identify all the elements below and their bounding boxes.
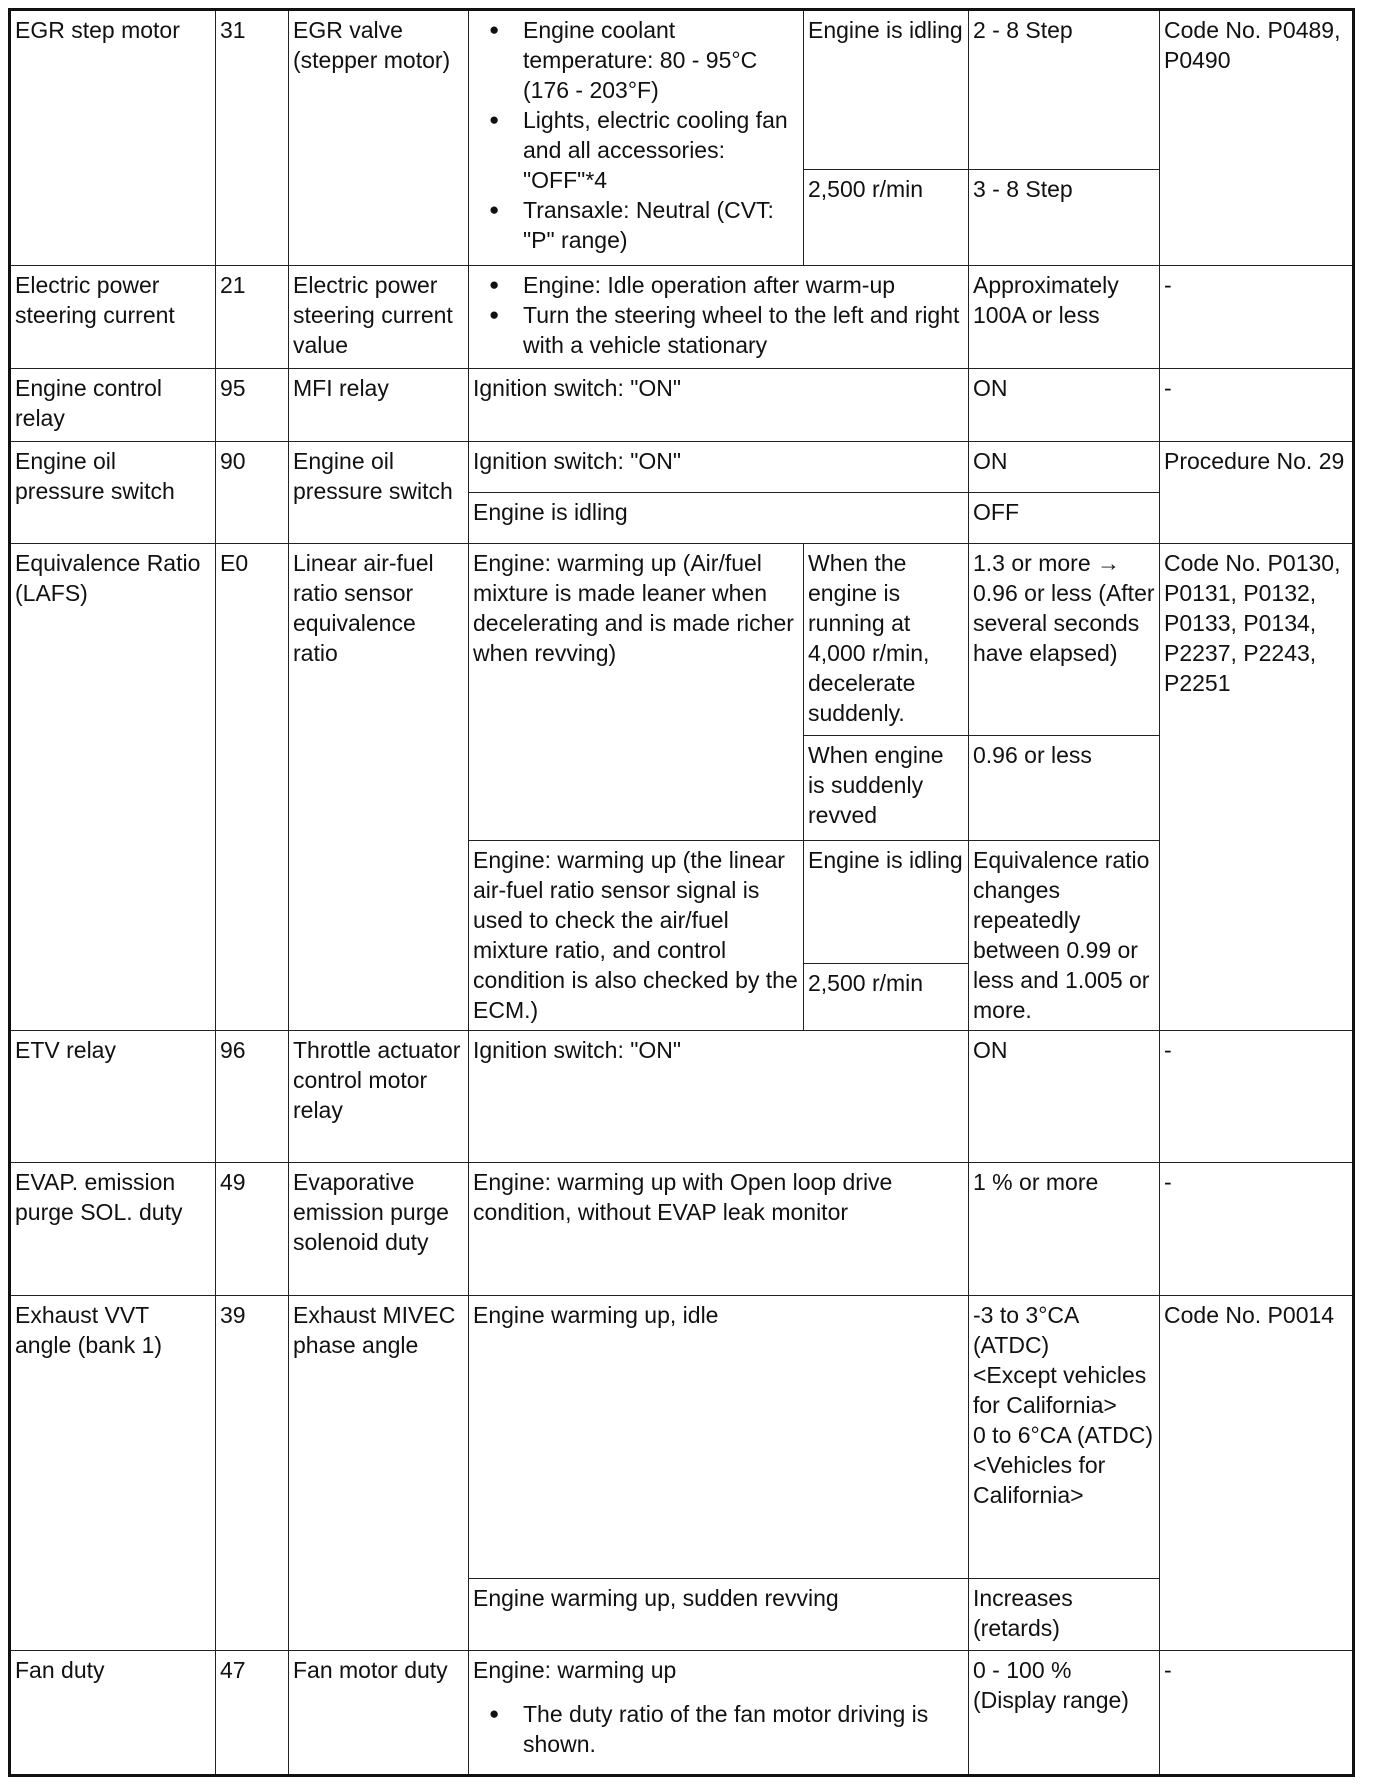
- value-cell: Increases (retards): [969, 1579, 1160, 1651]
- bullet-item: ● Lights, electric cooling fan and all accessories: "OFF"*4: [473, 105, 799, 195]
- bullet-item: ● The duty ratio of the fan motor driving is shown.: [473, 1699, 964, 1759]
- reference-cell: -: [1160, 369, 1354, 442]
- bullet-item: ● Turn the steering wheel to the left and right with a vehicle stationary: [473, 300, 964, 360]
- item-cell: Engine oil pressure switch: [10, 442, 216, 544]
- table-row: [10, 1031, 1354, 1163]
- reference-cell: Code No. P0489, P0490: [1160, 10, 1354, 266]
- item-cell: Fan duty: [10, 1651, 216, 1776]
- reference-cell: Procedure No. 29: [1160, 442, 1354, 544]
- value-cell: OFF: [969, 493, 1160, 544]
- item-cell: EGR step motor: [10, 10, 216, 266]
- condition-cell: Engine is idling: [469, 493, 969, 544]
- value-cell: ON: [969, 442, 1160, 493]
- table-row: [10, 1296, 1354, 1579]
- name-cell: Electric power steering current value: [289, 266, 469, 369]
- item-cell: Equivalence Ratio (LAFS): [10, 544, 216, 1031]
- value-cell: 0 - 100 % (Display range): [969, 1651, 1160, 1776]
- condition-cell: [469, 1651, 969, 1776]
- item-cell: Exhaust VVT angle (bank 1): [10, 1296, 216, 1651]
- condition-text: Engine: warming up: [473, 1657, 677, 1683]
- condition-cell: Engine: warming up with Open loop drive condition, without EVAP leak monitor: [469, 1163, 969, 1296]
- subcondition-cell: When engine is suddenly revved: [804, 736, 969, 841]
- reference-cell: Code No. P0130, P0131, P0132, P0133, P0134, P2237, P2243, P2251: [1160, 544, 1354, 1031]
- name-cell: MFI relay: [289, 369, 469, 442]
- reference-cell: -: [1160, 1031, 1354, 1163]
- no-cell: 31: [216, 10, 289, 266]
- table-row: [10, 442, 1354, 493]
- item-cell: ETV relay: [10, 1031, 216, 1163]
- name-cell: Fan motor duty: [289, 1651, 469, 1776]
- condition-cell: Engine: warming up (Air/fuel mixture is made leaner when decelerating and is made richer when revving): [469, 544, 804, 841]
- name-cell: Exhaust MIVEC phase angle: [289, 1296, 469, 1651]
- no-cell: 39: [216, 1296, 289, 1651]
- value-cell: Equivalence ratio changes repeatedly between 0.99 or less and 1.005 or more.: [969, 841, 1160, 1031]
- table-row: [10, 10, 1354, 170]
- value-cell: 3 - 8 Step: [969, 170, 1160, 266]
- name-cell: EGR valve (stepper motor): [289, 10, 469, 266]
- no-cell: 21: [216, 266, 289, 369]
- subcondition-cell: When the engine is running at 4,000 r/min, decelerate suddenly.: [804, 544, 969, 736]
- name-cell: Linear air-fuel ratio sensor equivalence ratio: [289, 544, 469, 1031]
- condition-cell: Engine warming up, idle: [469, 1296, 969, 1579]
- condition-cell: [469, 266, 969, 369]
- data-list-table: [8, 8, 1355, 1777]
- table-row: [10, 266, 1354, 369]
- item-cell: EVAP. emission purge SOL. duty: [10, 1163, 216, 1296]
- table-row: [10, 1163, 1354, 1296]
- value-cell: 1 % or more: [969, 1163, 1160, 1296]
- item-cell: Engine control relay: [10, 369, 216, 442]
- value-cell: ON: [969, 1031, 1160, 1163]
- no-cell: 47: [216, 1651, 289, 1776]
- subcondition-cell: 2,500 r/min: [804, 170, 969, 266]
- subcondition-cell: Engine is idling: [804, 10, 969, 170]
- table-row: [10, 369, 1354, 442]
- no-cell: 90: [216, 442, 289, 544]
- bullet-item: ● Engine coolant temperature: 80 - 95°C (176 - 203°F): [473, 15, 799, 105]
- name-cell: Evaporative emission purge solenoid duty: [289, 1163, 469, 1296]
- bullet-item: ● Engine: Idle operation after warm-up: [473, 270, 964, 300]
- value-cell: ON: [969, 369, 1160, 442]
- name-cell: Throttle actuator control motor relay: [289, 1031, 469, 1163]
- reference-cell: -: [1160, 1163, 1354, 1296]
- reference-cell: Code No. P0014: [1160, 1296, 1354, 1651]
- condition-cell: Engine warming up, sudden revving: [469, 1579, 969, 1651]
- condition-cell: [469, 10, 804, 266]
- table-row: [10, 544, 1354, 736]
- condition-cell: Ignition switch: "ON": [469, 369, 969, 442]
- item-cell: Electric power steering current: [10, 266, 216, 369]
- value-cell: Approximately 100A or less: [969, 266, 1160, 369]
- value-cell: 0.96 or less: [969, 736, 1160, 841]
- condition-cell: Ignition switch: "ON": [469, 442, 969, 493]
- value-cell: 1.3 or more → 0.96 or less (After several seconds have elapsed): [969, 544, 1160, 736]
- no-cell: 49: [216, 1163, 289, 1296]
- value-cell: -3 to 3°CA (ATDC) <Except vehicles for California> 0 to 6°CA (ATDC) <Vehicles for California>: [969, 1296, 1160, 1579]
- condition-cell: Ignition switch: "ON": [469, 1031, 969, 1163]
- name-cell: Engine oil pressure switch: [289, 442, 469, 544]
- bullet-item: ● Transaxle: Neutral (CVT: "P" range): [473, 195, 799, 255]
- subcondition-cell: Engine is idling: [804, 841, 969, 964]
- value-cell: 2 - 8 Step: [969, 10, 1160, 170]
- no-cell: 96: [216, 1031, 289, 1163]
- table-row: [10, 1651, 1354, 1776]
- condition-cell: Engine: warming up (the linear air-fuel ratio sensor signal is used to check the air/fuel mixture ratio, and control condition is also checked by the ECM.): [469, 841, 804, 1031]
- reference-cell: -: [1160, 1651, 1354, 1776]
- no-cell: E0: [216, 544, 289, 1031]
- subcondition-cell: 2,500 r/min: [804, 964, 969, 1031]
- no-cell: 95: [216, 369, 289, 442]
- reference-cell: -: [1160, 266, 1354, 369]
